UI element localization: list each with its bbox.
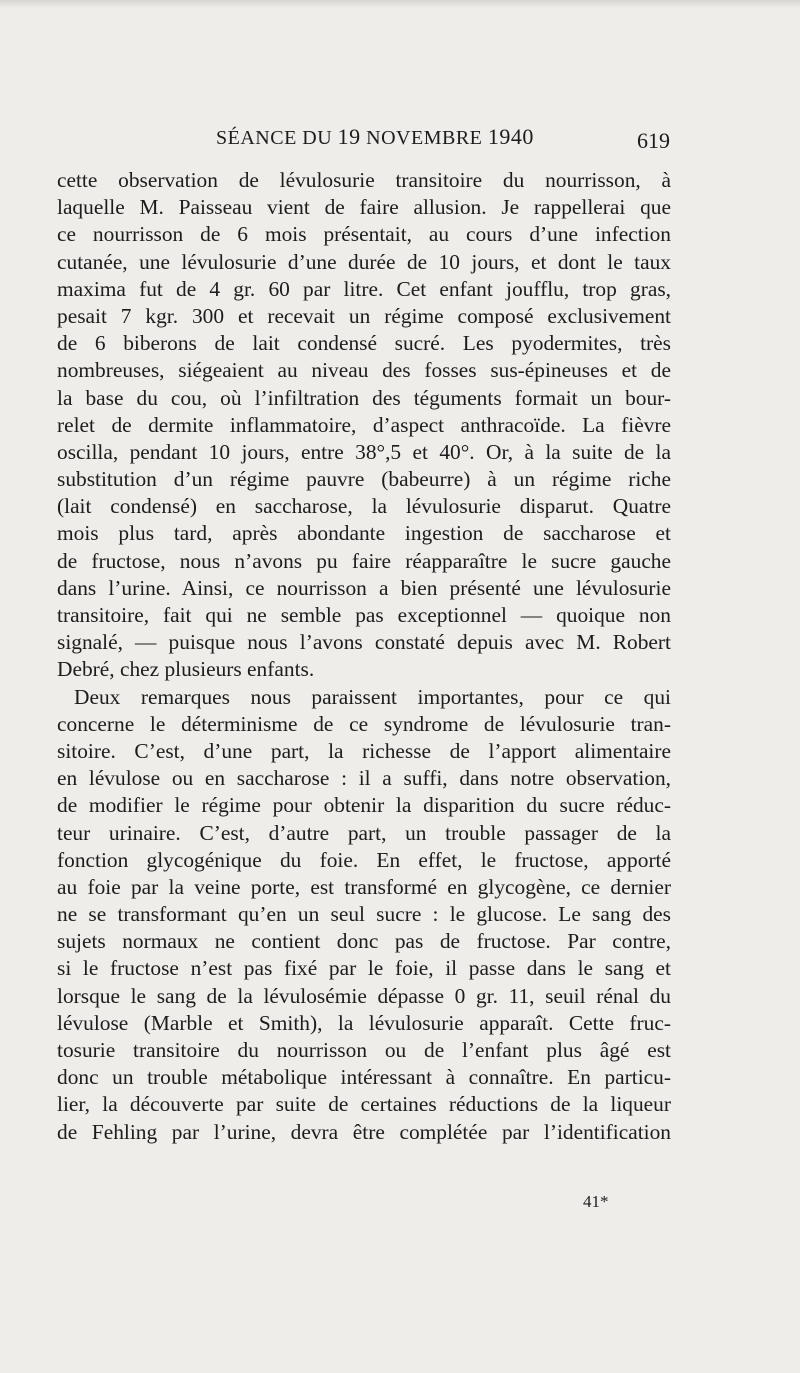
text-line: mois plus tard, après abondante ingestion de saccharose et xyxy=(57,521,671,546)
text-line: transitoire, fait qui ne semble pas exceptionnel — quoique non xyxy=(57,603,671,627)
text-line: signalé, — puisque nous l’avons constaté depuis avec M. Robert xyxy=(57,630,671,655)
text-line: de fructose, nous n’avons pu faire réapparaître le sucre gauche xyxy=(57,548,671,573)
text-line: maxima fut de 4 gr. 60 par litre. Cet enfant joufflu, trop gras, xyxy=(57,276,671,301)
signature-mark: 41* xyxy=(583,1192,609,1211)
text-line: donc un trouble métabolique intéressant à connaître. En particu- xyxy=(57,1065,671,1090)
text-line: sitoire. C’est, d’une part, la richesse de l’apport alimentaire xyxy=(57,738,671,763)
text-line: sujets normaux ne contient donc pas de fructose. Par contre, xyxy=(57,929,671,954)
paragraph-end-line: Debré, chez plusieurs enfants. xyxy=(57,657,315,682)
text-line: de modifier le régime pour obtenir la disparition du sucre réduc- xyxy=(57,793,671,818)
page-top-edge xyxy=(0,0,800,8)
text-line: lorsque le sang de la lévulosémie dépasse 0 gr. 11, seuil rénal du xyxy=(57,983,671,1008)
text-line: (lait condensé) en saccharose, la lévulosurie disparut. Quatre xyxy=(57,494,671,519)
running-head xyxy=(216,124,534,150)
text-line: si le fructose n’est pas fixé par le foie, il passe dans le sang et xyxy=(57,956,671,981)
text-line: tosurie transitoire du nourrisson ou de l’enfant plus âgé est xyxy=(57,1038,671,1062)
text-line: pesait 7 kgr. 300 et recevait un régime composé exclusivement xyxy=(57,303,671,328)
text-line: en lévulose ou en saccharose : il a suffi, dans notre observation, xyxy=(57,766,671,791)
body-text xyxy=(57,167,671,1146)
text-line: laquelle M. Paisseau vient de faire allusion. Je rappellerai que xyxy=(57,195,671,220)
text-line: lévulose (Marble et Smith), la lévulosurie apparaît. Cette fruc- xyxy=(57,1010,671,1035)
paragraph-start-line: Deux remarques nous paraissent importantes, pour ce qui xyxy=(74,684,671,709)
running-head-prefix: SÉANCE DU xyxy=(216,127,333,149)
text-line: lier, la découverte par suite de certaines réductions de la liqueur xyxy=(57,1092,671,1117)
text-line: cette observation de lévulosurie transitoire du nourrisson, à xyxy=(57,168,671,192)
page-number: 619 xyxy=(637,128,670,153)
text-line: nombreuses, siégeaient au niveau des fosses sus-épineuses et de xyxy=(57,358,671,383)
text-line: teur urinaire. C’est, d’autre part, un trouble passager de la xyxy=(57,820,671,845)
text-line: au foie par la veine porte, est transformé en glycogène, ce dernier xyxy=(57,874,671,899)
running-head-month: NOVEMBRE xyxy=(366,127,483,149)
text-line: concerne le déterminisme de ce syndrome de lévulosurie tran- xyxy=(57,711,671,736)
running-head-year: 1940 xyxy=(487,124,534,149)
text-line: de Fehling par l’urine, devra être complétée par l’identification xyxy=(57,1119,671,1144)
text-line: relet de dermite inflammatoire, d’aspect anthracoïde. La fièvre xyxy=(57,412,671,437)
text-line: de 6 biberons de lait condensé sucré. Les pyodermites, très xyxy=(57,331,671,356)
text-line: dans l’urine. Ainsi, ce nourrisson a bien présenté une lévulosurie xyxy=(57,575,671,600)
text-line: cutanée, une lévulosurie d’une durée de 10 jours, et dont le taux xyxy=(57,249,671,274)
text-line: la base du cou, où l’infiltration des téguments formait un bour- xyxy=(57,385,671,410)
text-line: ce nourrisson de 6 mois présentait, au cours d’une infection xyxy=(57,222,671,247)
text-line: oscilla, pendant 10 jours, entre 38°,5 et 40°. Or, à la suite de la xyxy=(57,439,671,464)
text-line: substitution d’un régime pauvre (babeurre) à un régime riche xyxy=(57,467,671,492)
page-header xyxy=(60,124,670,154)
running-head-day: 19 xyxy=(337,124,361,149)
text-line: fonction glycogénique du foie. En effet, le fructose, apporté xyxy=(57,847,671,872)
text-line: ne se transformant qu’en un seul sucre : le glucose. Le sang des xyxy=(57,902,671,927)
